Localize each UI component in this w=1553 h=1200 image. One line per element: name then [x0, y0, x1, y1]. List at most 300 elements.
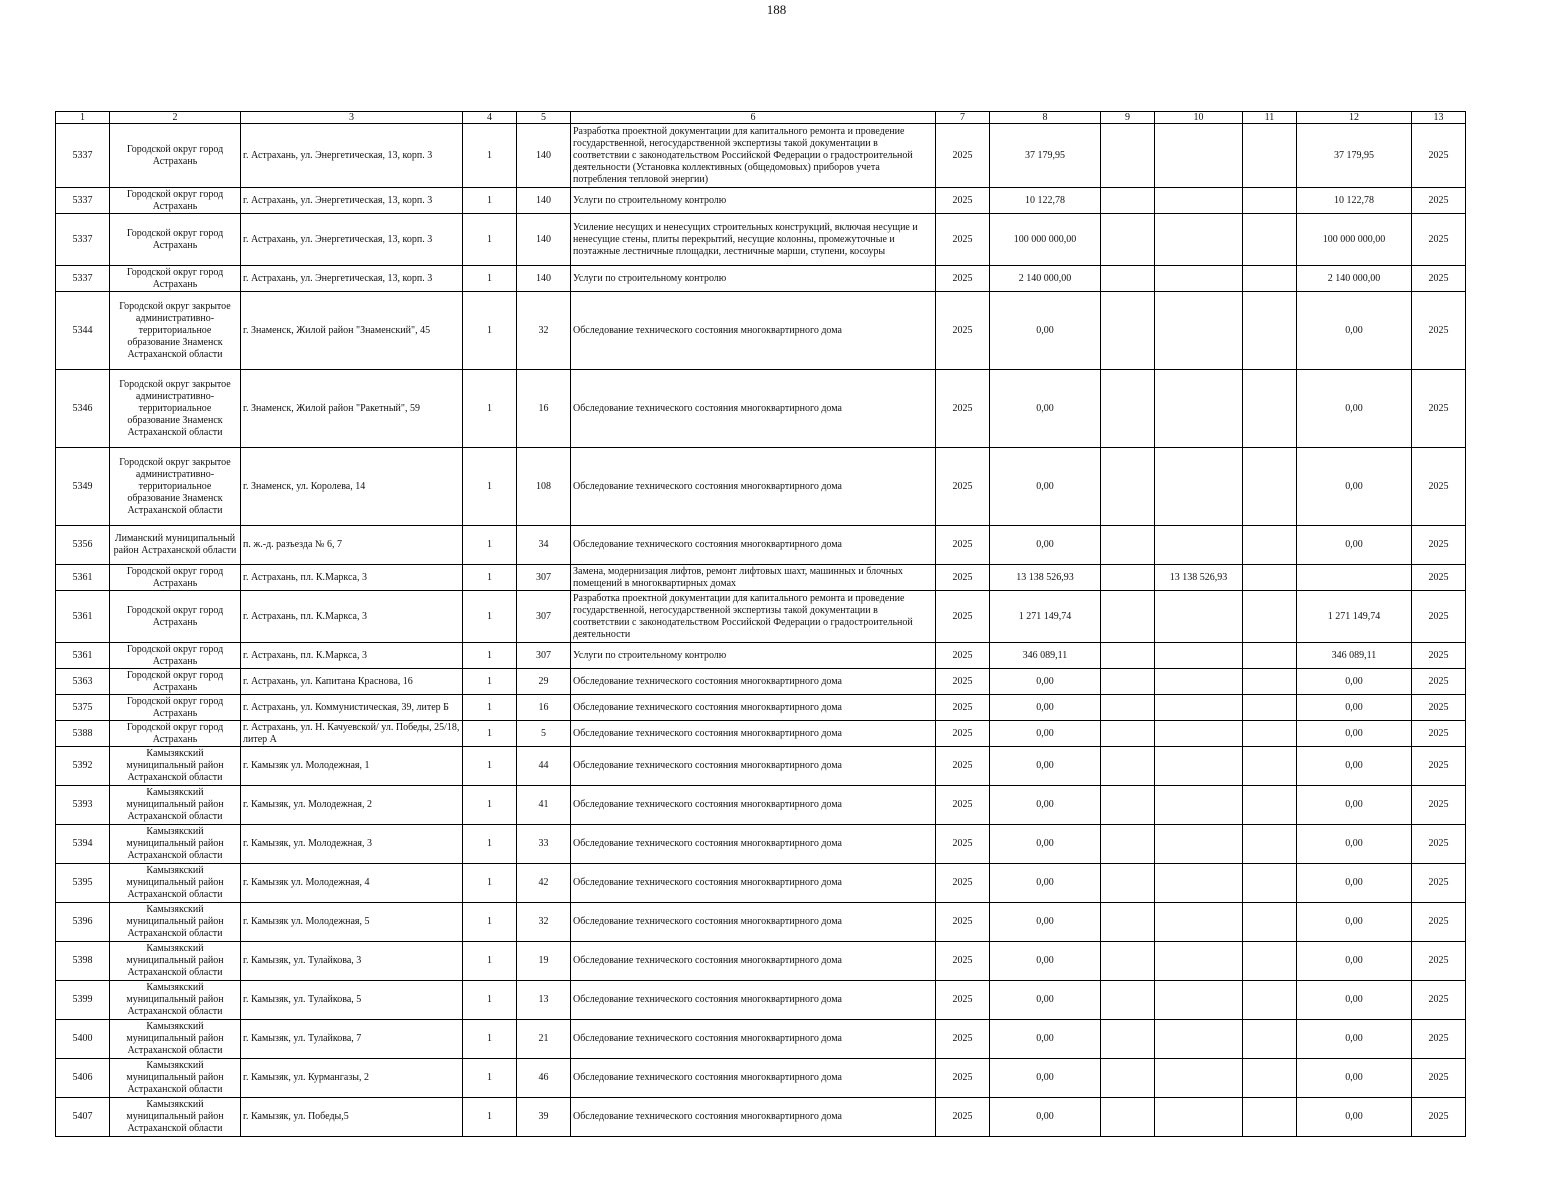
cell-col5: 41 — [517, 786, 571, 825]
cell-col9 — [1101, 448, 1155, 526]
cell-col12: 10 122,78 — [1297, 188, 1412, 214]
cell-col10: 13 138 526,93 — [1155, 565, 1243, 591]
cell-year: 2025 — [936, 1059, 990, 1098]
table-row — [56, 721, 1466, 747]
cell-municipality: Городской округ город Астрахань — [110, 124, 241, 188]
cell-col12: 0,00 — [1297, 1098, 1412, 1137]
cell-col10 — [1155, 1098, 1243, 1137]
cell-number: 5337 — [56, 124, 110, 188]
cell-total-cost: 0,00 — [990, 864, 1101, 903]
cell-total-cost: 0,00 — [990, 448, 1101, 526]
cell-col4: 1 — [463, 1059, 517, 1098]
cell-col12: 37 179,95 — [1297, 124, 1412, 188]
table-row — [56, 1059, 1466, 1098]
cell-number: 5361 — [56, 643, 110, 669]
cell-col9 — [1101, 747, 1155, 786]
cell-col4: 1 — [463, 721, 517, 747]
cell-col4: 1 — [463, 669, 517, 695]
cell-col12: 0,00 — [1297, 864, 1412, 903]
cell-end-year: 2025 — [1412, 266, 1466, 292]
cell-end-year: 2025 — [1412, 188, 1466, 214]
cell-col11 — [1243, 188, 1297, 214]
cell-col9 — [1101, 695, 1155, 721]
cell-col4: 1 — [463, 981, 517, 1020]
cell-end-year: 2025 — [1412, 981, 1466, 1020]
cell-col5: 307 — [517, 591, 571, 643]
cell-total-cost: 0,00 — [990, 292, 1101, 370]
cell-col5: 13 — [517, 981, 571, 1020]
cell-col5: 32 — [517, 292, 571, 370]
cell-col12: 0,00 — [1297, 747, 1412, 786]
table-row — [56, 565, 1466, 591]
cell-address: г. Астрахань, ул. Энергетическая, 13, корп. 3 — [241, 124, 463, 188]
cell-year: 2025 — [936, 786, 990, 825]
cell-number: 5399 — [56, 981, 110, 1020]
cell-col10 — [1155, 942, 1243, 981]
cell-number: 5375 — [56, 695, 110, 721]
cell-municipality: Городской округ город Астрахань — [110, 591, 241, 643]
cell-col5: 140 — [517, 214, 571, 266]
column-header: 6 — [571, 112, 936, 124]
table-row — [56, 1098, 1466, 1137]
cell-year: 2025 — [936, 747, 990, 786]
cell-number: 5337 — [56, 188, 110, 214]
cell-col9 — [1101, 786, 1155, 825]
column-header: 2 — [110, 112, 241, 124]
cell-number: 5346 — [56, 370, 110, 448]
cell-year: 2025 — [936, 448, 990, 526]
cell-col9 — [1101, 370, 1155, 448]
table-row — [56, 825, 1466, 864]
cell-address: г. Знаменск, Жилой район "Знаменский", 45 — [241, 292, 463, 370]
cell-year: 2025 — [936, 942, 990, 981]
cell-total-cost: 0,00 — [990, 1020, 1101, 1059]
cell-col4: 1 — [463, 643, 517, 669]
cell-col10 — [1155, 370, 1243, 448]
cell-col12: 0,00 — [1297, 981, 1412, 1020]
cell-total-cost: 1 271 149,74 — [990, 591, 1101, 643]
cell-col10 — [1155, 669, 1243, 695]
cell-end-year: 2025 — [1412, 1059, 1466, 1098]
cell-municipality: Городской округ город Астрахань — [110, 721, 241, 747]
cell-number: 5337 — [56, 214, 110, 266]
cell-col11 — [1243, 864, 1297, 903]
cell-work-type: Обследование технического состояния многоквартирного дома — [571, 526, 936, 565]
cell-total-cost: 0,00 — [990, 370, 1101, 448]
cell-year: 2025 — [936, 266, 990, 292]
cell-col12: 0,00 — [1297, 721, 1412, 747]
cell-col10 — [1155, 864, 1243, 903]
cell-year: 2025 — [936, 565, 990, 591]
cell-total-cost: 0,00 — [990, 786, 1101, 825]
cell-col4: 1 — [463, 591, 517, 643]
table-row — [56, 695, 1466, 721]
cell-year: 2025 — [936, 825, 990, 864]
cell-col9 — [1101, 864, 1155, 903]
cell-col12: 0,00 — [1297, 695, 1412, 721]
cell-year: 2025 — [936, 124, 990, 188]
cell-end-year: 2025 — [1412, 591, 1466, 643]
cell-col5: 140 — [517, 124, 571, 188]
cell-col10 — [1155, 292, 1243, 370]
cell-municipality: Городской округ закрытое административно-территориальное образование Знаменск Астраханской области — [110, 370, 241, 448]
cell-col4: 1 — [463, 942, 517, 981]
cell-col9 — [1101, 266, 1155, 292]
cell-year: 2025 — [936, 721, 990, 747]
cell-address: г. Астрахань, ул. Энергетическая, 13, корп. 3 — [241, 214, 463, 266]
page-number: 188 — [766, 2, 787, 17]
cell-col12: 0,00 — [1297, 903, 1412, 942]
cell-total-cost: 37 179,95 — [990, 124, 1101, 188]
column-header: 12 — [1297, 112, 1412, 124]
cell-col9 — [1101, 292, 1155, 370]
cell-number: 5407 — [56, 1098, 110, 1137]
cell-total-cost: 10 122,78 — [990, 188, 1101, 214]
cell-end-year: 2025 — [1412, 942, 1466, 981]
cell-end-year: 2025 — [1412, 643, 1466, 669]
cell-address: г. Знаменск, Жилой район "Ракетный", 59 — [241, 370, 463, 448]
cell-col5: 42 — [517, 864, 571, 903]
column-header: 1 — [56, 112, 110, 124]
cell-col9 — [1101, 1059, 1155, 1098]
cell-col4: 1 — [463, 188, 517, 214]
cell-col5: 21 — [517, 1020, 571, 1059]
cell-address: г. Камызяк ул. Молодежная, 5 — [241, 903, 463, 942]
table-row — [56, 1020, 1466, 1059]
cell-end-year: 2025 — [1412, 695, 1466, 721]
cell-address: г. Камызяк, ул. Тулайкова, 3 — [241, 942, 463, 981]
cell-total-cost: 0,00 — [990, 1059, 1101, 1098]
cell-col5: 307 — [517, 565, 571, 591]
cell-col9 — [1101, 188, 1155, 214]
cell-col12: 0,00 — [1297, 526, 1412, 565]
cell-work-type: Обследование технического состояния многоквартирного дома — [571, 1020, 936, 1059]
cell-municipality: Городской округ город Астрахань — [110, 695, 241, 721]
table-row — [56, 786, 1466, 825]
cell-work-type: Разработка проектной документации для капитального ремонта и проведение государственной, негосударственной экспертизы такой документации в соответствии с законодательством Российской Федерации о градостроительной деятельности — [571, 591, 936, 643]
cell-total-cost: 2 140 000,00 — [990, 266, 1101, 292]
cell-municipality: Камызякский муниципальный район Астраханской области — [110, 1020, 241, 1059]
cell-year: 2025 — [936, 695, 990, 721]
cell-work-type: Обследование технического состояния многоквартирного дома — [571, 1059, 936, 1098]
cell-number: 5388 — [56, 721, 110, 747]
cell-col9 — [1101, 981, 1155, 1020]
cell-col5: 140 — [517, 188, 571, 214]
cell-col11 — [1243, 1020, 1297, 1059]
cell-col11 — [1243, 448, 1297, 526]
cell-col9 — [1101, 565, 1155, 591]
table-row — [56, 214, 1466, 266]
cell-col4: 1 — [463, 526, 517, 565]
cell-municipality: Камызякский муниципальный район Астраханской области — [110, 1059, 241, 1098]
cell-col12: 1 271 149,74 — [1297, 591, 1412, 643]
cell-col11 — [1243, 981, 1297, 1020]
cell-address: г. Астрахань, пл. К.Маркса, 3 — [241, 643, 463, 669]
cell-number: 5396 — [56, 903, 110, 942]
cell-col10 — [1155, 124, 1243, 188]
cell-work-type: Обследование технического состояния многоквартирного дома — [571, 721, 936, 747]
cell-col9 — [1101, 825, 1155, 864]
cell-col5: 16 — [517, 695, 571, 721]
cell-col5: 32 — [517, 903, 571, 942]
cell-address: г. Астрахань, ул. Коммунистическая, 39, литер Б — [241, 695, 463, 721]
cell-work-type: Услуги по строительному контролю — [571, 188, 936, 214]
cell-year: 2025 — [936, 864, 990, 903]
cell-col12: 0,00 — [1297, 370, 1412, 448]
cell-year: 2025 — [936, 903, 990, 942]
cell-work-type: Обследование технического состояния многоквартирного дома — [571, 292, 936, 370]
cell-col4: 1 — [463, 903, 517, 942]
cell-year: 2025 — [936, 669, 990, 695]
cell-col10 — [1155, 1020, 1243, 1059]
cell-col4: 1 — [463, 1098, 517, 1137]
cell-col10 — [1155, 188, 1243, 214]
cell-year: 2025 — [936, 591, 990, 643]
cell-col4: 1 — [463, 825, 517, 864]
cell-col10 — [1155, 786, 1243, 825]
cell-col4: 1 — [463, 266, 517, 292]
cell-end-year: 2025 — [1412, 903, 1466, 942]
cell-number: 5344 — [56, 292, 110, 370]
cell-col11 — [1243, 565, 1297, 591]
cell-year: 2025 — [936, 1098, 990, 1137]
cell-col5: 29 — [517, 669, 571, 695]
cell-work-type: Обследование технического состояния многоквартирного дома — [571, 695, 936, 721]
cell-work-type: Услуги по строительному контролю — [571, 643, 936, 669]
table-row — [56, 643, 1466, 669]
cell-total-cost: 100 000 000,00 — [990, 214, 1101, 266]
cell-col11 — [1243, 1098, 1297, 1137]
cell-end-year: 2025 — [1412, 214, 1466, 266]
cell-col4: 1 — [463, 214, 517, 266]
cell-col10 — [1155, 903, 1243, 942]
cell-total-cost: 0,00 — [990, 942, 1101, 981]
cell-col9 — [1101, 1020, 1155, 1059]
cell-end-year: 2025 — [1412, 669, 1466, 695]
cell-work-type: Обследование технического состояния многоквартирного дома — [571, 1098, 936, 1137]
cell-col5: 46 — [517, 1059, 571, 1098]
column-header: 5 — [517, 112, 571, 124]
cell-municipality: Камызякский муниципальный район Астраханской области — [110, 981, 241, 1020]
cell-year: 2025 — [936, 188, 990, 214]
cell-col5: 16 — [517, 370, 571, 448]
cell-municipality: Камызякский муниципальный район Астраханской области — [110, 903, 241, 942]
cell-number: 5398 — [56, 942, 110, 981]
cell-year: 2025 — [936, 370, 990, 448]
cell-work-type: Обследование технического состояния многоквартирного дома — [571, 825, 936, 864]
cell-address: г. Астрахань, пл. К.Маркса, 3 — [241, 591, 463, 643]
cell-number: 5356 — [56, 526, 110, 565]
cell-total-cost: 0,00 — [990, 747, 1101, 786]
cell-col11 — [1243, 292, 1297, 370]
cell-work-type: Обследование технического состояния многоквартирного дома — [571, 370, 936, 448]
cell-col12: 100 000 000,00 — [1297, 214, 1412, 266]
cell-col10 — [1155, 591, 1243, 643]
column-header: 4 — [463, 112, 517, 124]
cell-work-type: Усиление несущих и ненесущих строительных конструкций, включая несущие и ненесущие стены, плиты перекрытий, несущие колонны, промежуточные и поэтажные лестничные площадки, лестничные марши, ступени, косоуры — [571, 214, 936, 266]
cell-col11 — [1243, 721, 1297, 747]
cell-address: г. Астрахань, пл. К.Маркса, 3 — [241, 565, 463, 591]
cell-number: 5349 — [56, 448, 110, 526]
table-row — [56, 747, 1466, 786]
cell-total-cost: 0,00 — [990, 695, 1101, 721]
cell-col5: 19 — [517, 942, 571, 981]
cell-col10 — [1155, 825, 1243, 864]
table-row — [56, 903, 1466, 942]
cell-col12: 0,00 — [1297, 669, 1412, 695]
table-row — [56, 292, 1466, 370]
table-row — [56, 669, 1466, 695]
cell-col5: 307 — [517, 643, 571, 669]
cell-end-year: 2025 — [1412, 721, 1466, 747]
cell-number: 5393 — [56, 786, 110, 825]
cell-col9 — [1101, 526, 1155, 565]
cell-col9 — [1101, 721, 1155, 747]
column-header: 10 — [1155, 112, 1243, 124]
cell-col10 — [1155, 214, 1243, 266]
cell-col9 — [1101, 942, 1155, 981]
cell-municipality: Городской округ город Астрахань — [110, 266, 241, 292]
cell-number: 5406 — [56, 1059, 110, 1098]
table-row — [56, 591, 1466, 643]
cell-end-year: 2025 — [1412, 370, 1466, 448]
cell-address: г. Знаменск, ул. Королева, 14 — [241, 448, 463, 526]
cell-work-type: Обследование технического состояния многоквартирного дома — [571, 864, 936, 903]
column-header: 13 — [1412, 112, 1466, 124]
cell-total-cost: 0,00 — [990, 825, 1101, 864]
cell-end-year: 2025 — [1412, 292, 1466, 370]
cell-work-type: Обследование технического состояния многоквартирного дома — [571, 903, 936, 942]
cell-work-type: Обследование технического состояния многоквартирного дома — [571, 981, 936, 1020]
column-header: 9 — [1101, 112, 1155, 124]
cell-municipality: Камызякский муниципальный район Астраханской области — [110, 786, 241, 825]
cell-municipality: Городской округ город Астрахань — [110, 214, 241, 266]
cell-work-type: Обследование технического состояния многоквартирного дома — [571, 669, 936, 695]
cell-year: 2025 — [936, 1020, 990, 1059]
cell-end-year: 2025 — [1412, 448, 1466, 526]
column-header: 8 — [990, 112, 1101, 124]
cell-col11 — [1243, 124, 1297, 188]
table-row — [56, 188, 1466, 214]
cell-municipality: Лиманский муниципальный район Астраханской области — [110, 526, 241, 565]
cell-col4: 1 — [463, 747, 517, 786]
cell-col10 — [1155, 747, 1243, 786]
cell-col12: 0,00 — [1297, 292, 1412, 370]
cell-col9 — [1101, 903, 1155, 942]
cell-col4: 1 — [463, 124, 517, 188]
cell-end-year: 2025 — [1412, 786, 1466, 825]
cell-col4: 1 — [463, 292, 517, 370]
table-row — [56, 370, 1466, 448]
cell-col5: 34 — [517, 526, 571, 565]
cell-col4: 1 — [463, 448, 517, 526]
cell-work-type: Обследование технического состояния многоквартирного дома — [571, 747, 936, 786]
cell-end-year: 2025 — [1412, 825, 1466, 864]
cell-col4: 1 — [463, 786, 517, 825]
cell-col11 — [1243, 747, 1297, 786]
cell-col9 — [1101, 214, 1155, 266]
cell-total-cost: 0,00 — [990, 669, 1101, 695]
cell-year: 2025 — [936, 214, 990, 266]
cell-end-year: 2025 — [1412, 864, 1466, 903]
cell-work-type: Услуги по строительному контролю — [571, 266, 936, 292]
table-row — [56, 942, 1466, 981]
cell-col10 — [1155, 526, 1243, 565]
cell-municipality: Городской округ закрытое административно-территориальное образование Знаменск Астраханской области — [110, 292, 241, 370]
cell-col9 — [1101, 669, 1155, 695]
cell-col10 — [1155, 266, 1243, 292]
cell-col11 — [1243, 643, 1297, 669]
cell-col10 — [1155, 448, 1243, 526]
cell-end-year: 2025 — [1412, 565, 1466, 591]
cell-col5: 39 — [517, 1098, 571, 1137]
table-body — [56, 124, 1466, 1137]
cell-total-cost: 0,00 — [990, 903, 1101, 942]
table-row — [56, 864, 1466, 903]
cell-number: 5337 — [56, 266, 110, 292]
cell-address: г. Камызяк, ул. Молодежная, 3 — [241, 825, 463, 864]
cell-address: г. Астрахань, ул. Капитана Краснова, 16 — [241, 669, 463, 695]
cell-address: г. Камызяк, ул. Молодежная, 2 — [241, 786, 463, 825]
cell-address: г. Камызяк ул. Молодежная, 4 — [241, 864, 463, 903]
cell-col11 — [1243, 942, 1297, 981]
cell-end-year: 2025 — [1412, 526, 1466, 565]
cell-col5: 5 — [517, 721, 571, 747]
cell-col4: 1 — [463, 695, 517, 721]
cell-municipality: Камызякский муниципальный район Астраханской области — [110, 942, 241, 981]
cell-col9 — [1101, 591, 1155, 643]
cell-work-type: Замена, модернизация лифтов, ремонт лифтовых шахт, машинных и блочных помещений в многоквартирных домах — [571, 565, 936, 591]
cell-address: г. Камызяк, ул. Победы,5 — [241, 1098, 463, 1137]
cell-total-cost: 0,00 — [990, 526, 1101, 565]
cell-col10 — [1155, 981, 1243, 1020]
cell-col11 — [1243, 526, 1297, 565]
cell-col11 — [1243, 370, 1297, 448]
cell-col5: 44 — [517, 747, 571, 786]
cell-municipality: Городской округ город Астрахань — [110, 565, 241, 591]
cell-col4: 1 — [463, 1020, 517, 1059]
column-header: 7 — [936, 112, 990, 124]
cell-number: 5395 — [56, 864, 110, 903]
cell-col4: 1 — [463, 864, 517, 903]
cell-col5: 108 — [517, 448, 571, 526]
cell-municipality: Городской округ город Астрахань — [110, 643, 241, 669]
cell-col11 — [1243, 214, 1297, 266]
cell-address: г. Астрахань, ул. Энергетическая, 13, корп. 3 — [241, 266, 463, 292]
cell-col9 — [1101, 643, 1155, 669]
cell-address: г. Камызяк, ул. Тулайкова, 7 — [241, 1020, 463, 1059]
cell-col12: 0,00 — [1297, 825, 1412, 864]
cell-year: 2025 — [936, 981, 990, 1020]
cell-address: г. Камызяк, ул. Курмангазы, 2 — [241, 1059, 463, 1098]
cell-col12: 0,00 — [1297, 1020, 1412, 1059]
table-row — [56, 448, 1466, 526]
cell-col12: 0,00 — [1297, 1059, 1412, 1098]
cell-number: 5361 — [56, 591, 110, 643]
cell-col11 — [1243, 669, 1297, 695]
column-header: 11 — [1243, 112, 1297, 124]
cell-number: 5394 — [56, 825, 110, 864]
table-row — [56, 124, 1466, 188]
cell-col11 — [1243, 266, 1297, 292]
cell-col11 — [1243, 695, 1297, 721]
table-row — [56, 981, 1466, 1020]
cell-address: г. Астрахань, ул. Энергетическая, 13, корп. 3 — [241, 188, 463, 214]
cell-municipality: Камызякский муниципальный район Астраханской области — [110, 1098, 241, 1137]
cell-col12: 0,00 — [1297, 448, 1412, 526]
cell-col12 — [1297, 565, 1412, 591]
cell-end-year: 2025 — [1412, 124, 1466, 188]
